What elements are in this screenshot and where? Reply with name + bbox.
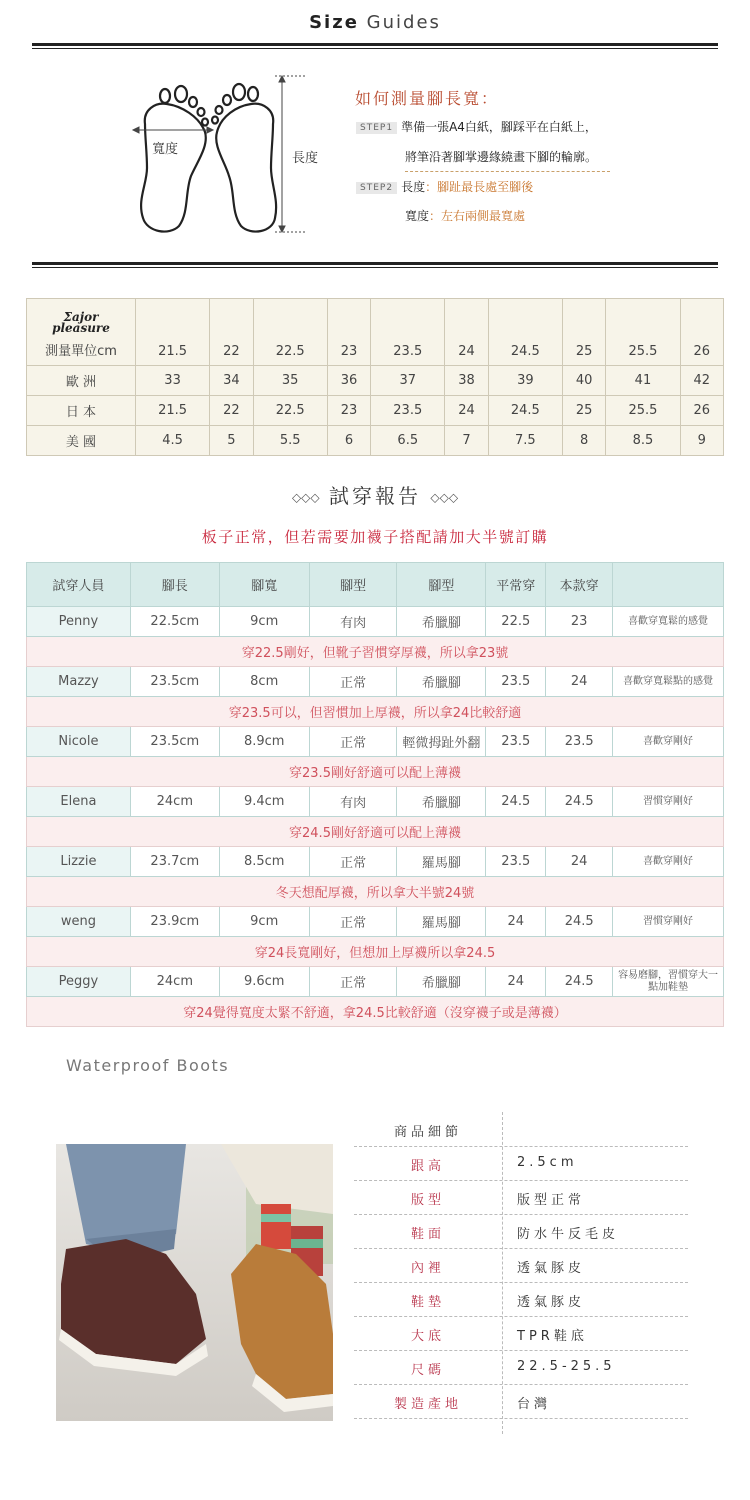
details-key: 大底 bbox=[410, 1329, 445, 1344]
trial-cell: 23.5cm bbox=[130, 727, 219, 757]
details-key: 鞋墊 bbox=[410, 1295, 445, 1310]
trial-cell: 24cm bbox=[130, 787, 219, 817]
size-cell: 22 bbox=[210, 299, 253, 366]
details-row bbox=[354, 1316, 688, 1351]
size-cell: 36 bbox=[327, 366, 370, 396]
product-name: Waterproof Boots bbox=[66, 1056, 230, 1075]
size-cell: 22.5 bbox=[253, 299, 327, 366]
trial-cell: 24.5 bbox=[546, 787, 613, 817]
trial-cell: 23.5 bbox=[546, 727, 613, 757]
details-row bbox=[354, 1214, 688, 1249]
trial-cell: 24 bbox=[546, 667, 613, 697]
trial-note-row bbox=[27, 817, 724, 847]
trial-cell: 23.5 bbox=[486, 847, 546, 877]
brand-logo: Σajor pleasure bbox=[52, 310, 110, 335]
details-value: TPR鞋底 bbox=[517, 1329, 588, 1344]
size-cell: 24.5 bbox=[488, 299, 562, 366]
step2-width-value: ：左右兩側最寬處 bbox=[429, 209, 526, 223]
trial-note: 穿24長寬剛好，但想加上厚襪所以拿24.5 bbox=[27, 937, 724, 967]
details-key: 版型 bbox=[410, 1193, 445, 1208]
size-row-label: 美 國 bbox=[27, 426, 136, 456]
details-row bbox=[354, 1248, 688, 1283]
report-subtitle: 板子正常，但若需要加襪子搭配請加大半號訂購 bbox=[201, 528, 549, 546]
size-cell: 22 bbox=[210, 396, 253, 426]
trial-note: 穿23.5可以，但習慣加上厚襪，所以拿24比較舒適 bbox=[27, 697, 724, 727]
size-cell: 34 bbox=[210, 366, 253, 396]
trial-cell: 希臘腳 bbox=[397, 787, 486, 817]
top-divider bbox=[32, 43, 718, 49]
size-cell: 25.5 bbox=[606, 299, 680, 366]
trial-header-cell bbox=[613, 563, 724, 607]
page-title bbox=[0, 12, 750, 33]
trial-header-cell: 腳長 bbox=[130, 563, 219, 607]
trial-cell: Peggy bbox=[27, 967, 131, 997]
details-row bbox=[354, 1384, 688, 1419]
size-cell: 25.5 bbox=[606, 396, 680, 426]
size-row-label: Σajor pleasure 測量單位cm bbox=[27, 299, 136, 366]
trial-cell: 23.5 bbox=[486, 727, 546, 757]
trial-cell: 8.9cm bbox=[219, 727, 309, 757]
size-row-eu bbox=[27, 366, 724, 396]
trial-row bbox=[27, 907, 724, 937]
size-cell: 26 bbox=[680, 396, 723, 426]
trial-cell: 習慣穿剛好 bbox=[613, 787, 724, 817]
trial-note-row bbox=[27, 697, 724, 727]
size-row-cm bbox=[27, 299, 724, 366]
size-cell: 21.5 bbox=[136, 299, 210, 366]
details-row bbox=[354, 1350, 688, 1385]
size-row-jp bbox=[27, 396, 724, 426]
trial-row bbox=[27, 847, 724, 877]
size-cell: 35 bbox=[253, 366, 327, 396]
size-cell: 23.5 bbox=[371, 396, 445, 426]
trial-row bbox=[27, 667, 724, 697]
middle-divider bbox=[32, 262, 718, 268]
details-key: 鞋面 bbox=[410, 1227, 445, 1242]
trial-note-row bbox=[27, 637, 724, 667]
trial-row bbox=[27, 787, 724, 817]
report-title bbox=[0, 480, 750, 509]
details-key: 跟高 bbox=[410, 1159, 445, 1174]
details-key: 製造產地 bbox=[393, 1397, 462, 1412]
size-cell: 26 bbox=[680, 299, 723, 366]
trial-row bbox=[27, 727, 724, 757]
trial-note-row bbox=[27, 757, 724, 787]
title-bold: Size bbox=[309, 12, 359, 33]
trial-cell: Elena bbox=[27, 787, 131, 817]
trial-note: 穿24.5剛好舒適可以配上薄襪 bbox=[27, 817, 724, 847]
size-cell: 33 bbox=[136, 366, 210, 396]
trial-row bbox=[27, 607, 724, 637]
trial-cell: 22.5cm bbox=[130, 607, 219, 637]
product-details bbox=[354, 1112, 688, 1434]
trial-cell: 習慣穿剛好 bbox=[613, 907, 724, 937]
size-cell: 23.5 bbox=[371, 299, 445, 366]
size-cell: 24 bbox=[445, 396, 488, 426]
size-cell: 6 bbox=[327, 426, 370, 456]
size-cell: 42 bbox=[680, 366, 723, 396]
title-rest: Guides bbox=[366, 12, 441, 33]
trial-cell: 23.9cm bbox=[130, 907, 219, 937]
trial-note: 冬天想配厚襪，所以拿大半號24號 bbox=[27, 877, 724, 907]
trial-cell: 8cm bbox=[219, 667, 309, 697]
size-cell: 25 bbox=[562, 299, 605, 366]
trial-cell: Mazzy bbox=[27, 667, 131, 697]
details-row bbox=[354, 1146, 688, 1181]
trial-cell: 羅馬腳 bbox=[397, 847, 486, 877]
trial-cell: 9cm bbox=[219, 907, 309, 937]
size-cell: 8 bbox=[562, 426, 605, 456]
trial-cell: Penny bbox=[27, 607, 131, 637]
details-value: 22.5-25.5 bbox=[517, 1359, 616, 1374]
trial-cell: 喜歡穿剛好 bbox=[613, 727, 724, 757]
trial-cell: 24 bbox=[486, 907, 546, 937]
details-key: 尺碼 bbox=[410, 1363, 445, 1378]
trial-cell: 9cm bbox=[219, 607, 309, 637]
size-cell: 37 bbox=[371, 366, 445, 396]
trial-cell: 23.5cm bbox=[130, 667, 219, 697]
step2-length-label: 長度 bbox=[401, 180, 426, 194]
diamond-decor-icon: ◇◇◇ bbox=[430, 490, 459, 505]
size-cell: 21.5 bbox=[136, 396, 210, 426]
size-cell: 8.5 bbox=[606, 426, 680, 456]
trial-cell: 24.5 bbox=[546, 907, 613, 937]
trial-note-row bbox=[27, 997, 724, 1027]
step1-line1: 準備一張A4白紙，腳踩平在白紙上， bbox=[401, 120, 597, 134]
trial-cell: 喜歡穿寬鬆點的感覺 bbox=[613, 667, 724, 697]
trial-header-cell: 腳型 bbox=[309, 563, 397, 607]
details-key: 內裡 bbox=[410, 1261, 445, 1276]
size-cell: 7.5 bbox=[488, 426, 562, 456]
size-cell: 24 bbox=[445, 299, 488, 366]
trial-header-cell: 腳型 bbox=[397, 563, 486, 607]
trial-cell: 希臘腳 bbox=[397, 607, 486, 637]
step1-line2: 將筆沿著腳掌邊緣繞畫下腳的輪廓。 bbox=[405, 150, 598, 164]
step-divider bbox=[405, 171, 610, 172]
trial-header-cell: 平常穿 bbox=[486, 563, 546, 607]
size-cell: 23 bbox=[327, 396, 370, 426]
size-row-label: 歐 洲 bbox=[27, 366, 136, 396]
size-cell: 9 bbox=[680, 426, 723, 456]
size-row-us bbox=[27, 426, 724, 456]
details-title: 商品細節 bbox=[393, 1125, 462, 1140]
trial-cell: Lizzie bbox=[27, 847, 131, 877]
trial-cell: 羅馬腳 bbox=[397, 907, 486, 937]
size-cell: 25 bbox=[562, 396, 605, 426]
size-cell: 4.5 bbox=[136, 426, 210, 456]
trial-cell: 正常 bbox=[309, 847, 397, 877]
trial-cell: 有肉 bbox=[309, 607, 397, 637]
length-label: 長度 bbox=[292, 151, 319, 166]
step2-tag: STEP2 bbox=[356, 182, 397, 194]
trial-cell: 24 bbox=[546, 847, 613, 877]
width-label: 寬度 bbox=[150, 138, 180, 157]
step2 bbox=[356, 178, 533, 195]
trial-header-cell: 腳寬 bbox=[219, 563, 309, 607]
trial-header-cell: 本款穿 bbox=[546, 563, 613, 607]
trial-cell: 24cm bbox=[130, 967, 219, 997]
trial-cell: 容易磨腳，習慣穿大一點加鞋墊 bbox=[613, 967, 724, 997]
size-cell: 39 bbox=[488, 366, 562, 396]
size-row-label: 日 本 bbox=[27, 396, 136, 426]
size-cell: 22.5 bbox=[253, 396, 327, 426]
report-title-text: 試穿報告 bbox=[329, 484, 421, 508]
step1 bbox=[356, 118, 597, 135]
details-row bbox=[354, 1180, 688, 1215]
trial-cell: 正常 bbox=[309, 667, 397, 697]
trial-cell: 有肉 bbox=[309, 787, 397, 817]
size-cell: 23 bbox=[327, 299, 370, 366]
step1-tag: STEP1 bbox=[356, 122, 397, 134]
step2-length-value: ：腳趾最長處至腳後 bbox=[425, 180, 534, 194]
size-cell: 6.5 bbox=[371, 426, 445, 456]
trial-note: 穿23.5剛好舒適可以配上薄襪 bbox=[27, 757, 724, 787]
trial-cell: 喜歡穿寬鬆的感覺 bbox=[613, 607, 724, 637]
trial-cell: 9.4cm bbox=[219, 787, 309, 817]
step2-width-label: 寬度 bbox=[405, 209, 430, 223]
trial-cell: 24 bbox=[486, 967, 546, 997]
diamond-decor-icon: ◇◇◇ bbox=[291, 490, 320, 505]
left-foot-outline bbox=[141, 104, 206, 232]
trial-cell: 輕微拇趾外翻 bbox=[397, 727, 486, 757]
right-foot-outline bbox=[216, 104, 276, 232]
trial-note: 穿22.5剛好，但靴子習慣穿厚襪，所以拿23號 bbox=[27, 637, 724, 667]
trial-cell: 23 bbox=[546, 607, 613, 637]
trial-cell: 24.5 bbox=[486, 787, 546, 817]
trial-note-row bbox=[27, 877, 724, 907]
trial-note: 穿24覺得寬度太緊不舒適，拿24.5比較舒適（沒穿襪子或是薄襪） bbox=[27, 997, 724, 1027]
size-cell: 38 bbox=[445, 366, 488, 396]
trial-cell: 希臘腳 bbox=[397, 967, 486, 997]
trial-cell: 23.7cm bbox=[130, 847, 219, 877]
details-value: 防水牛反毛皮 bbox=[517, 1227, 620, 1242]
details-title-row bbox=[354, 1112, 688, 1147]
trial-cell: 8.5cm bbox=[219, 847, 309, 877]
size-cell: 5 bbox=[210, 426, 253, 456]
trial-note-row bbox=[27, 937, 724, 967]
details-value: 透氣豚皮 bbox=[517, 1295, 586, 1310]
trial-cell: 正常 bbox=[309, 967, 397, 997]
step2-width bbox=[405, 207, 525, 224]
details-value: 版型正常 bbox=[517, 1193, 586, 1208]
size-cell: 40 bbox=[562, 366, 605, 396]
measure-title: 如何測量腳長寬： bbox=[355, 89, 500, 108]
details-row bbox=[354, 1282, 688, 1317]
trial-row bbox=[27, 967, 724, 997]
size-cell: 7 bbox=[445, 426, 488, 456]
size-cell: 5.5 bbox=[253, 426, 327, 456]
details-value: 2.5cm bbox=[517, 1155, 578, 1170]
trial-header-row bbox=[27, 563, 724, 607]
size-cell: 24.5 bbox=[488, 396, 562, 426]
product-photo bbox=[56, 1144, 333, 1421]
details-value: 透氣豚皮 bbox=[517, 1261, 586, 1276]
trial-cell: 希臘腳 bbox=[397, 667, 486, 697]
trial-cell: 23.5 bbox=[486, 667, 546, 697]
trial-header-cell: 試穿人員 bbox=[27, 563, 131, 607]
details-value: 台灣 bbox=[517, 1397, 552, 1412]
size-cell: 41 bbox=[606, 366, 680, 396]
trial-table bbox=[26, 562, 724, 1027]
size-table bbox=[26, 298, 724, 456]
trial-cell: 喜歡穿剛好 bbox=[613, 847, 724, 877]
trial-cell: Nicole bbox=[27, 727, 131, 757]
trial-cell: weng bbox=[27, 907, 131, 937]
trial-cell: 24.5 bbox=[546, 967, 613, 997]
trial-cell: 22.5 bbox=[486, 607, 546, 637]
trial-cell: 9.6cm bbox=[219, 967, 309, 997]
trial-cell: 正常 bbox=[309, 727, 397, 757]
trial-cell: 正常 bbox=[309, 907, 397, 937]
